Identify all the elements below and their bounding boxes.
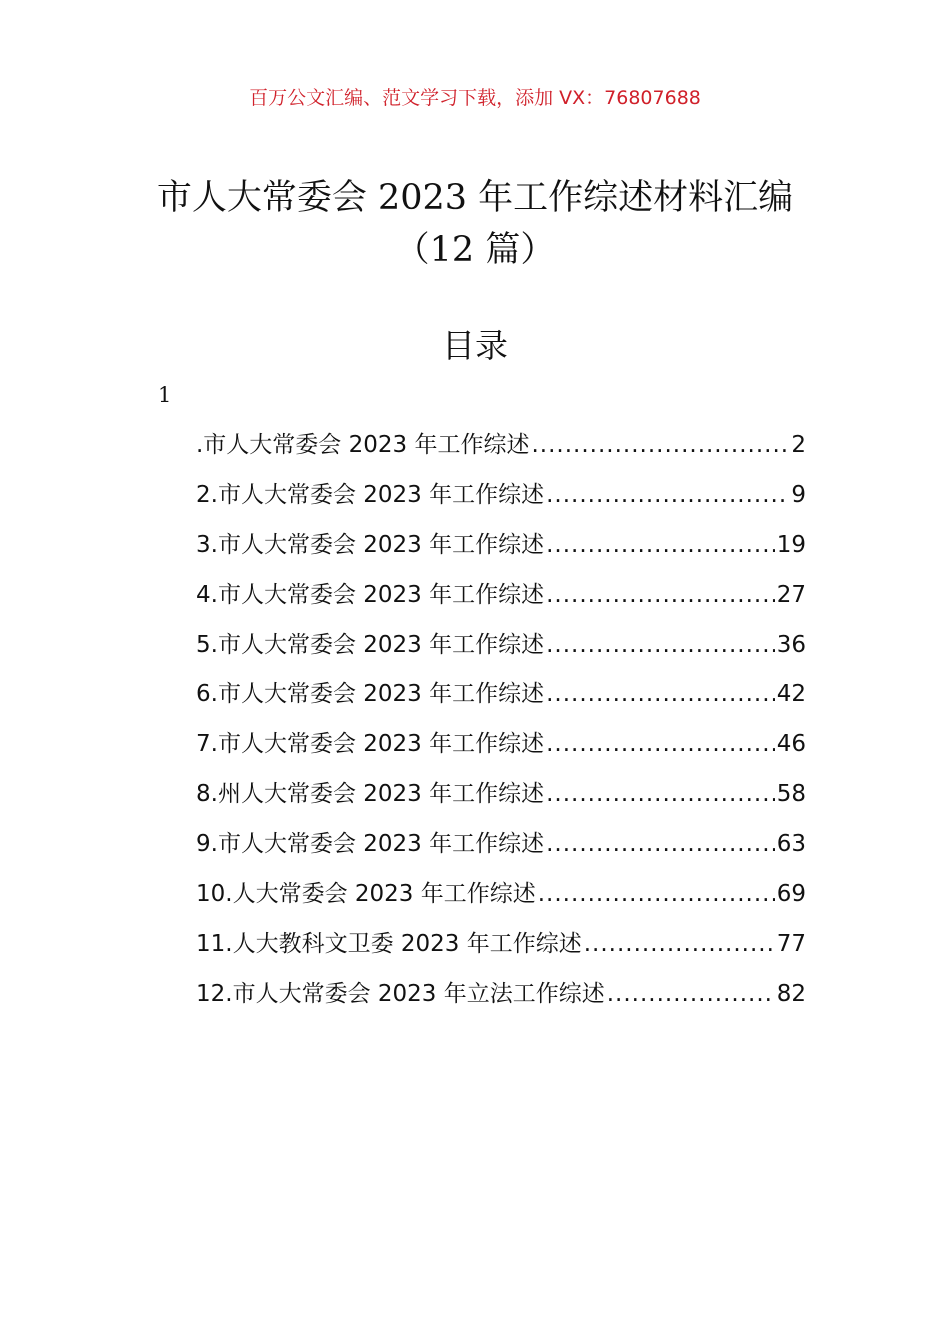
toc-entry-6[interactable] bbox=[196, 670, 806, 720]
header-note: 百万公文汇编、范文学习下载，添加 VX：76807688 bbox=[249, 87, 701, 109]
toc-entry-12[interactable] bbox=[196, 970, 806, 1020]
toc-entry-page: 36 bbox=[776, 631, 806, 658]
toc-entry-title: 10.人大常委会 2023 年工作综述 bbox=[196, 881, 536, 908]
toc-entry-title: 7.市人大常委会 2023 年工作综述 bbox=[196, 731, 545, 758]
toc-entry-title: 4.市人大常委会 2023 年工作综述 bbox=[196, 581, 545, 608]
toc-entry-2[interactable] bbox=[196, 471, 806, 521]
toc-leader-dots bbox=[546, 720, 775, 770]
table-of-contents bbox=[196, 421, 806, 1020]
toc-entry-page: 77 bbox=[776, 930, 806, 957]
toc-entry-page: 19 bbox=[776, 531, 806, 558]
toc-leader-dots bbox=[546, 621, 775, 671]
document-title-line-2: （12 篇） bbox=[394, 230, 556, 270]
toc-entry-page: 42 bbox=[776, 681, 806, 708]
toc-entry-page: 9 bbox=[791, 481, 806, 508]
toc-entry-9[interactable] bbox=[196, 820, 806, 870]
toc-entry-5[interactable] bbox=[196, 621, 806, 671]
toc-leader-dots bbox=[531, 421, 789, 471]
toc-entry-page: 58 bbox=[776, 781, 806, 808]
toc-leader-dots bbox=[546, 571, 775, 621]
toc-leader-dots bbox=[546, 521, 775, 571]
toc-entry-7[interactable] bbox=[196, 720, 806, 770]
toc-leader-dots bbox=[546, 471, 789, 521]
stray-number: 1 bbox=[158, 383, 172, 407]
toc-leader-dots bbox=[546, 770, 775, 820]
toc-entry-page: 82 bbox=[776, 980, 806, 1007]
toc-entry-1[interactable] bbox=[196, 421, 806, 471]
toc-leader-dots bbox=[607, 970, 775, 1020]
toc-entry-4[interactable] bbox=[196, 571, 806, 621]
toc-leader-dots bbox=[546, 670, 775, 720]
toc-entry-title: 8.州人大常委会 2023 年工作综述 bbox=[196, 781, 545, 808]
toc-entry-page: 63 bbox=[776, 831, 806, 858]
toc-entry-title: 5.市人大常委会 2023 年工作综述 bbox=[196, 631, 545, 658]
toc-entry-title: 6.市人大常委会 2023 年工作综述 bbox=[196, 681, 545, 708]
toc-entry-title: 2.市人大常委会 2023 年工作综述 bbox=[196, 481, 545, 508]
document-title bbox=[0, 172, 950, 276]
toc-entry-title: .市人大常委会 2023 年工作综述 bbox=[196, 432, 530, 458]
toc-leader-dots bbox=[538, 870, 775, 920]
toc-entry-8[interactable] bbox=[196, 770, 806, 820]
toc-entry-title: 3.市人大常委会 2023 年工作综述 bbox=[196, 531, 545, 558]
toc-heading: 目录 bbox=[442, 326, 508, 365]
toc-entry-10[interactable] bbox=[196, 870, 806, 920]
toc-entry-title: 12.市人大常委会 2023 年立法工作综述 bbox=[196, 980, 605, 1007]
toc-entry-title: 11.人大教科文卫委 2023 年工作综述 bbox=[196, 930, 582, 957]
toc-leader-dots bbox=[546, 820, 775, 870]
toc-entry-page: 27 bbox=[776, 581, 806, 608]
toc-entry-11[interactable] bbox=[196, 920, 806, 970]
toc-entry-3[interactable] bbox=[196, 521, 806, 571]
toc-entry-page: 2 bbox=[791, 432, 806, 458]
toc-entry-page: 46 bbox=[776, 731, 806, 758]
document-title-line-1: 市人大常委会 2023 年工作综述材料汇编 bbox=[156, 178, 794, 218]
toc-entry-title: 9.市人大常委会 2023 年工作综述 bbox=[196, 831, 545, 858]
toc-entry-page: 69 bbox=[776, 881, 806, 908]
toc-leader-dots bbox=[584, 920, 775, 970]
